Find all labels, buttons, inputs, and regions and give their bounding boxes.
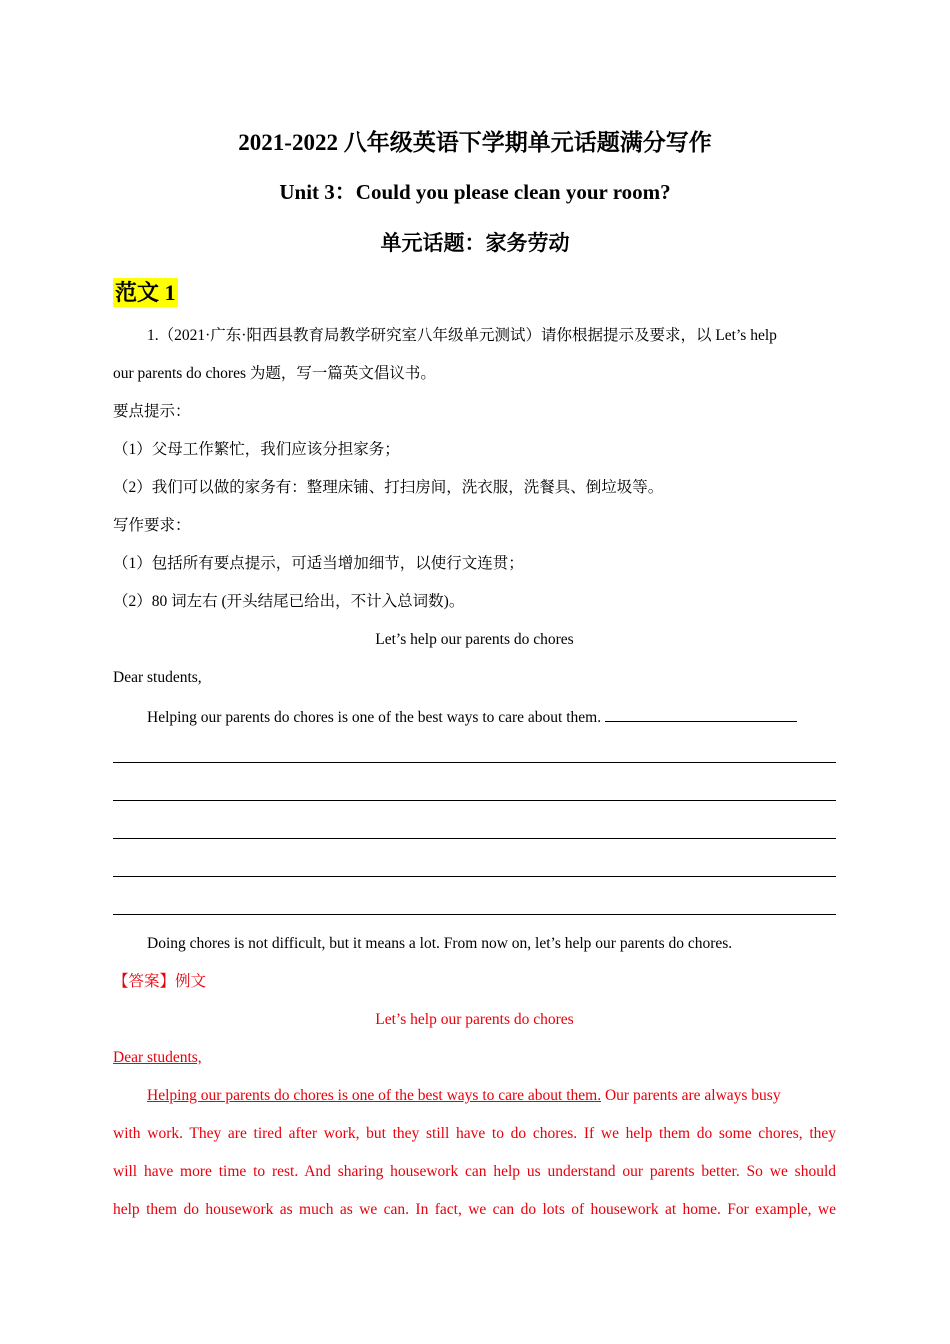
answer-salutation: Dear students,: [113, 1049, 202, 1066]
answer-line-1: [113, 1077, 836, 1115]
point-2: （2）我们可以做的家务有：整理床铺、打扫房间，洗衣服，洗餐具、倒垃圾等。: [113, 479, 664, 496]
question-block: [113, 317, 836, 963]
writing-line-3[interactable]: [113, 811, 836, 849]
answer-opening: Helping our parents do chores is one of the best ways to care about them.: [147, 1087, 602, 1104]
answer-label: 【答案】例文: [113, 973, 207, 990]
point-1: （1）父母工作繁忙，我们应该分担家务；: [113, 441, 400, 458]
writing-line-4[interactable]: [113, 849, 836, 887]
closing-line: Doing chores is not difficult, but it means a lot. From now on, let’s help our parents do chores.: [147, 935, 733, 952]
writing-line-5[interactable]: [113, 887, 836, 925]
answer-line-3: will have more time to rest. And sharing housework can help us understand our parents better. So we should: [113, 1163, 836, 1180]
answer-salutation-line: [113, 1039, 836, 1077]
salutation: Dear students,: [113, 669, 202, 686]
opening-line: [113, 697, 836, 735]
requirements-heading: 写作要求：: [113, 517, 191, 534]
writing-line-2[interactable]: [113, 773, 836, 811]
essay-title: Let’s help our parents do chores: [375, 631, 574, 648]
question-line-2: our parents do chores 为题，写一篇英文倡议书。: [113, 365, 436, 382]
requirement-2: （2）80 词左右 (开头结尾已给出，不计入总词数)。: [113, 593, 465, 610]
writing-line-1[interactable]: [113, 735, 836, 773]
answer-line-1-rest: Our parents are always busy: [601, 1087, 781, 1104]
writing-blank[interactable]: [605, 697, 797, 722]
opening-sentence: Helping our parents do chores is one of the best ways to care about them.: [147, 709, 602, 726]
topic-title: 单元话题：家务劳动: [380, 231, 570, 255]
answer-line-4: help them do housework as much as we can. In fact, we can do lots of housework at home. For example, we: [113, 1201, 836, 1218]
unit-title: Unit 3：Could you please clean your room?: [279, 180, 671, 204]
answer-title: Let’s help our parents do chores: [375, 1011, 574, 1028]
document-title: 2021-2022 八年级英语下学期单元话题满分写作: [238, 130, 712, 155]
section-label: 范文 1: [115, 280, 176, 305]
answer-block: [113, 963, 836, 1229]
question-line-1: 1.（2021·广东·阳西县教育局教学研究室八年级单元测试）请你根据提示及要求，以 Let’s help: [147, 327, 777, 344]
requirement-1: （1）包括所有要点提示，可适当增加细节，以使行文连贯；: [113, 555, 524, 572]
points-heading: 要点提示：: [113, 403, 191, 420]
answer-line-2: with work. They are tired after work, but they still have to do chores. If we help them do some chores, they: [113, 1125, 836, 1142]
